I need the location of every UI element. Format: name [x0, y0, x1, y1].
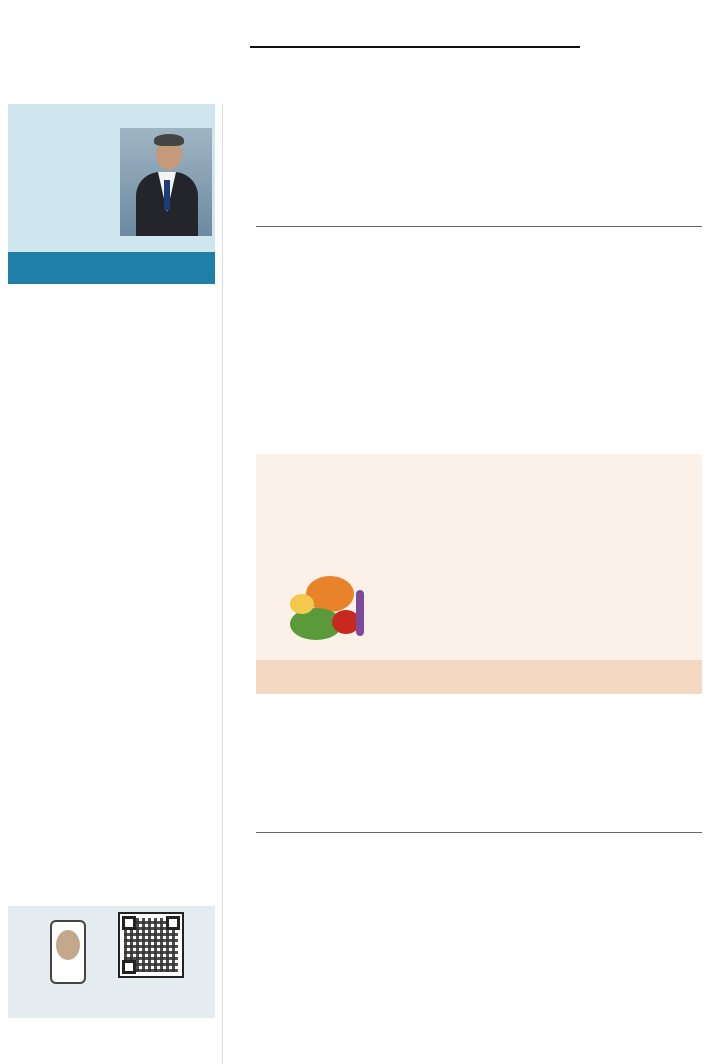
- header-rule: [250, 46, 580, 48]
- expert-info-bar: [8, 252, 215, 284]
- column-divider: [222, 104, 223, 1064]
- story3-rule: [256, 832, 702, 833]
- qr-code[interactable]: [118, 912, 184, 978]
- expert-portrait: [120, 128, 212, 236]
- portrait-tie: [164, 180, 170, 210]
- chart-svg: [256, 454, 702, 694]
- qr-corner: [122, 960, 136, 974]
- qr-corner: [122, 916, 136, 930]
- story1-rule: [256, 226, 702, 227]
- phone-avatar: [56, 930, 80, 960]
- portrait-hair: [154, 134, 184, 146]
- vegetable-output-chart: [256, 454, 702, 694]
- vegetable-illustration: [290, 576, 364, 640]
- chart-axis-band: [256, 660, 702, 694]
- qr-corner: [166, 916, 180, 930]
